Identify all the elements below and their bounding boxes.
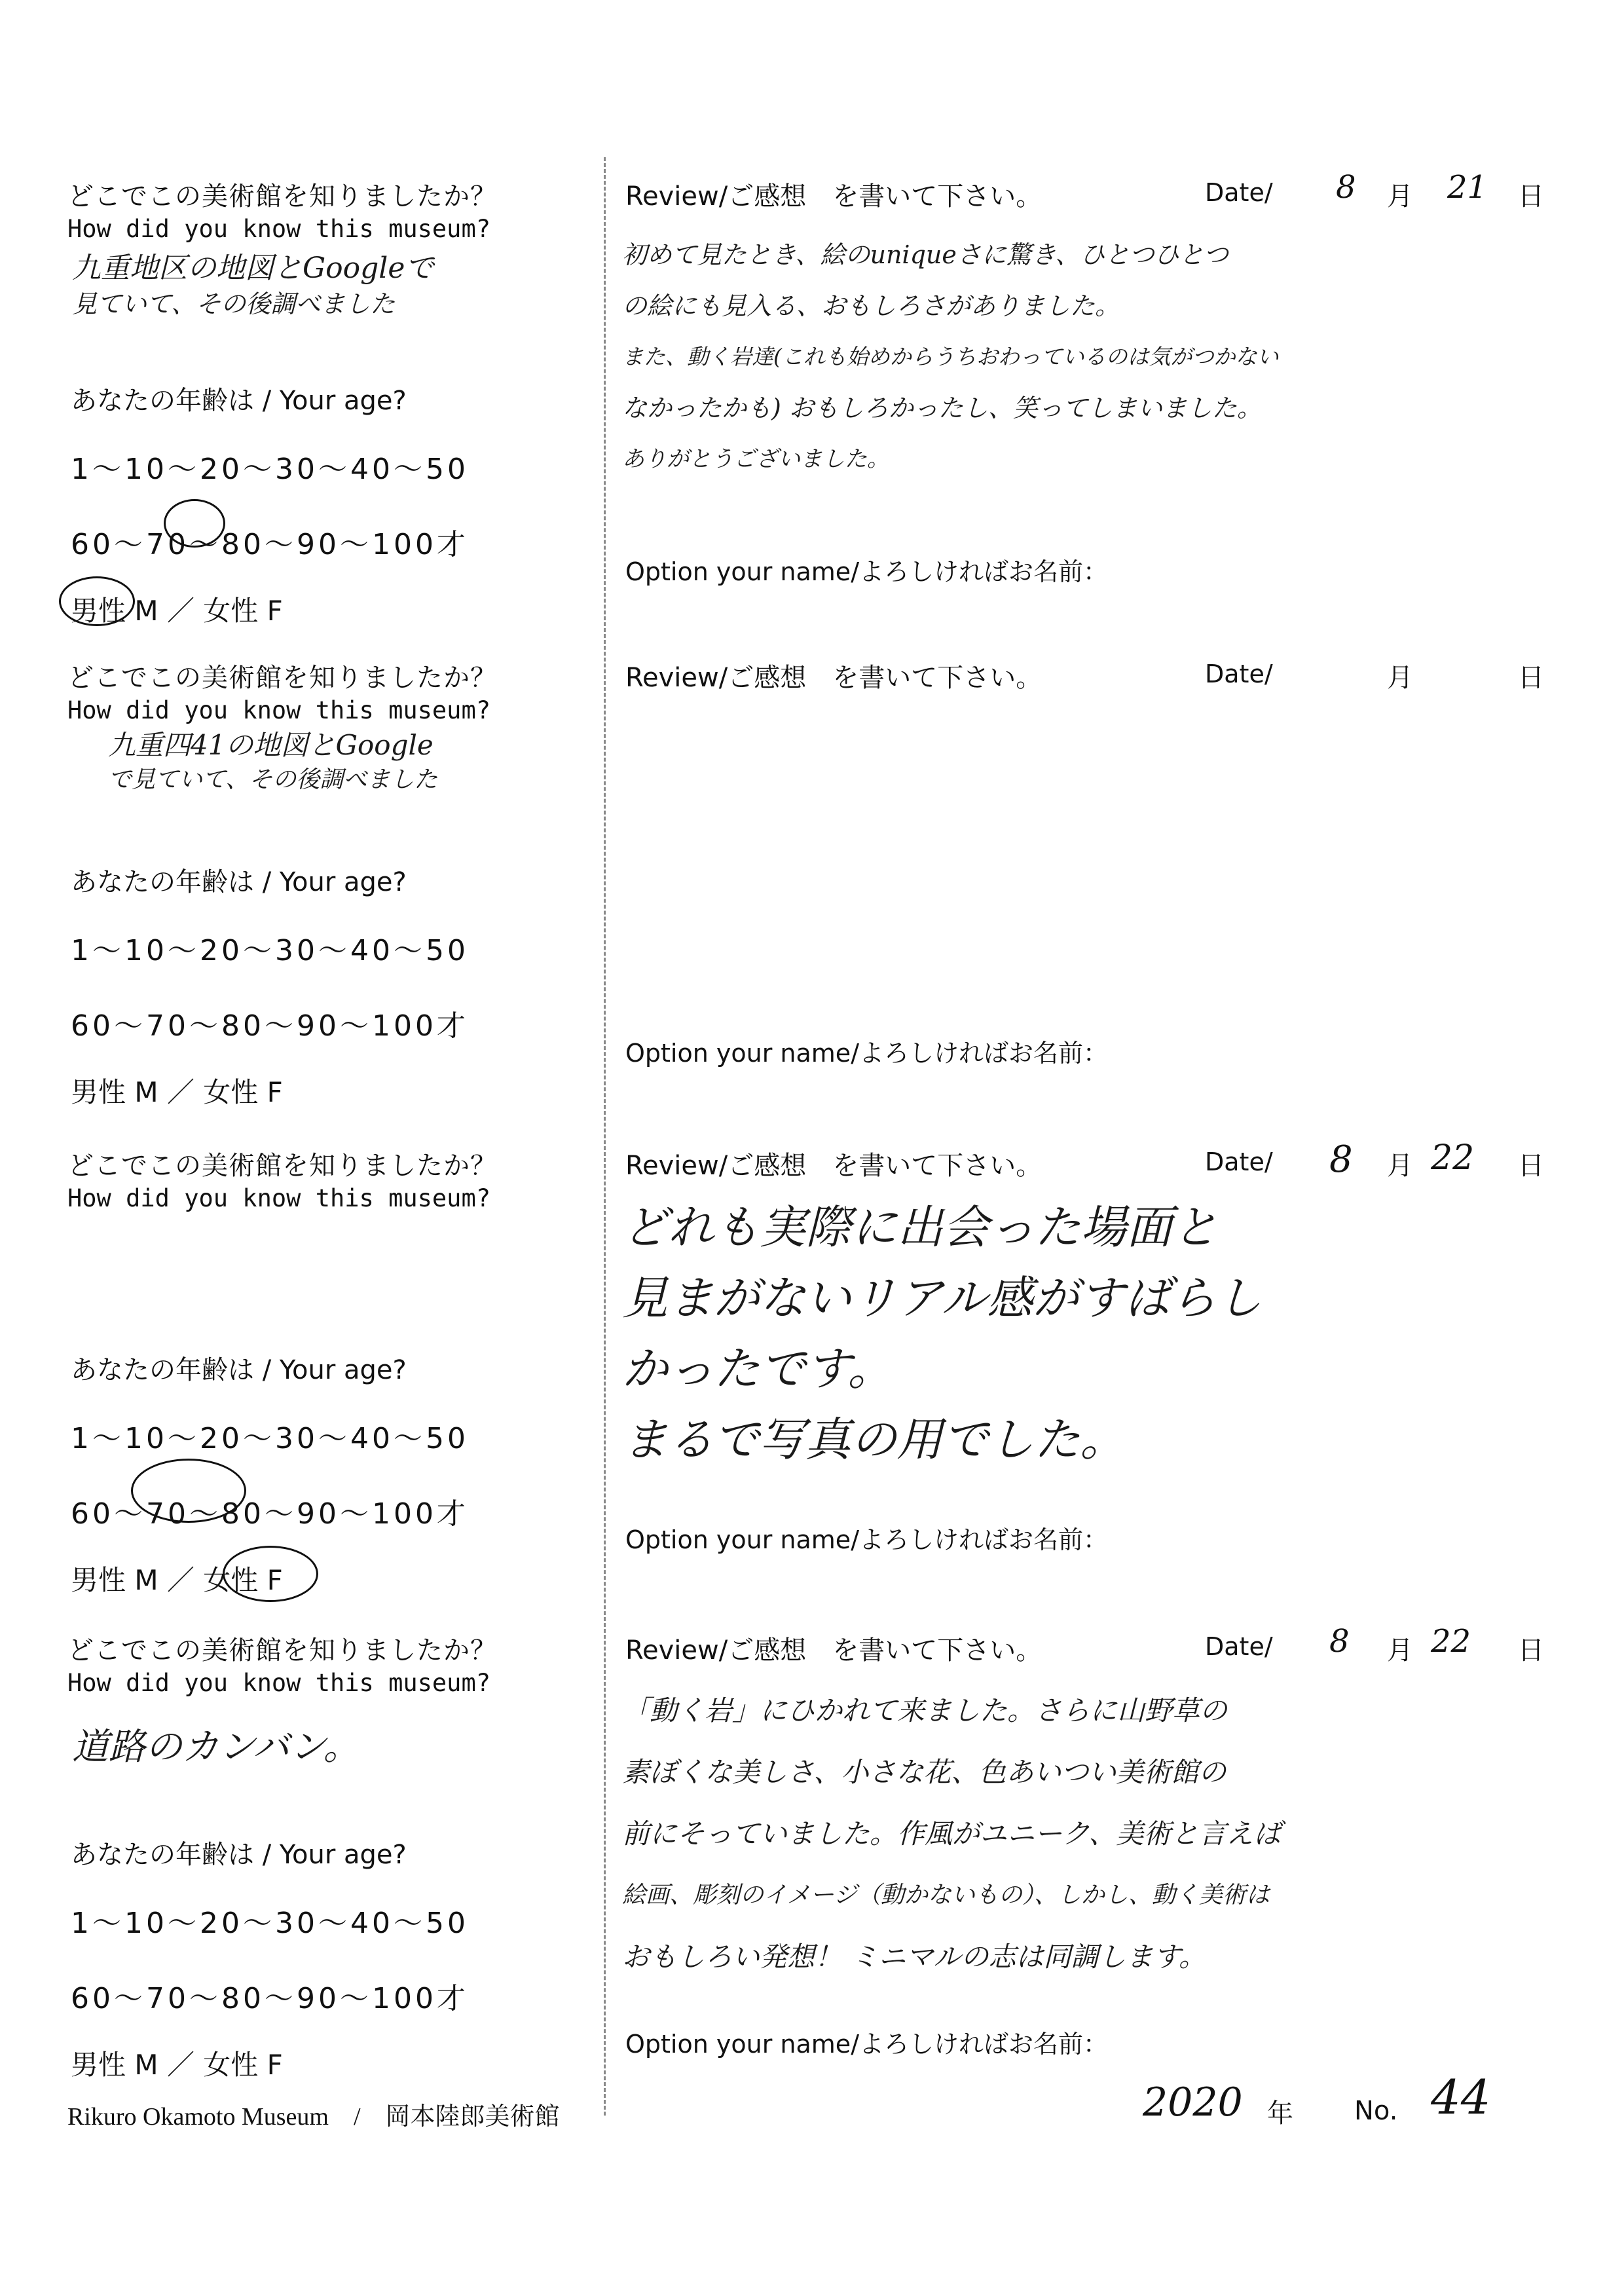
how-answer xyxy=(72,249,570,322)
survey-entry-2 xyxy=(0,645,1624,1130)
month-label: 月 xyxy=(1387,181,1413,212)
sheet-number-label: No. xyxy=(1354,2096,1398,2126)
review-line: 素ぼくな美しさ、小さな花、色あいつい美術館の xyxy=(622,1756,1227,1788)
gender-options: 男性 M ／ 女性 F xyxy=(71,2049,283,2081)
review-text xyxy=(622,229,1585,485)
date-label: Date/ xyxy=(1205,1632,1273,1661)
age-scale-row-2: 60～70～80～90～100才 xyxy=(71,1982,469,2015)
survey-entry-1 xyxy=(0,164,1624,648)
age-scale-row-2: 60～70～80～90～100才 xyxy=(71,1009,469,1043)
age-scale-row-1: 1～10～20～30～40～50 xyxy=(71,1422,469,1455)
date-day-value: 21 xyxy=(1447,169,1488,206)
option-name-label: Option your name/よろしければお名前： xyxy=(625,1039,1108,1068)
age-scale-row-1: 1～10～20～30～40～50 xyxy=(71,453,469,486)
how-question-jp: どこでこの美術館を知りましたか？ xyxy=(67,181,497,212)
gender-options: 男性 M ／ 女性 F xyxy=(71,1564,283,1596)
review-line: 「動く岩」にひかれて来ました。さらに山野草の xyxy=(622,1694,1228,1726)
review-label: Review/ご感想 を書いて下さい。 xyxy=(625,1151,1043,1181)
age-scale-row-2: 60～70～80～90～100才 xyxy=(71,1497,469,1531)
date-day-value: 22 xyxy=(1431,1623,1471,1660)
museum-name: Rikuro Okamoto Museum / 岡本陸郎美術館 xyxy=(67,2103,560,2131)
review-line: 見まがないリアル感がすばらし xyxy=(622,1271,1263,1325)
day-label: 日 xyxy=(1518,663,1544,693)
review-label: Review/ご感想 を書いて下さい。 xyxy=(625,663,1043,693)
age-scale-row-2: 60～70～80～90～100才 xyxy=(71,528,469,561)
how-question-jp: どこでこの美術館を知りましたか？ xyxy=(67,663,497,693)
review-text xyxy=(622,1680,1585,1988)
date-day-value: 22 xyxy=(1431,1138,1475,1178)
how-question-en: How did you know this museum? xyxy=(67,1184,491,1212)
gender-options: 男性 M ／ 女性 F xyxy=(71,1076,283,1108)
date-label: Date/ xyxy=(1205,1148,1273,1176)
day-label: 日 xyxy=(1518,1151,1544,1181)
review-line: まるで写真の用でした。 xyxy=(622,1413,1126,1466)
age-label: あなたの年齢は / Your age? xyxy=(71,1840,407,1870)
option-name-label: Option your name/よろしければお名前： xyxy=(625,557,1108,586)
how-answer-line: 道路のカンバン。 xyxy=(72,1726,360,1768)
review-line: 前にそっていました。作風がユニーク、美術と言えば xyxy=(622,1818,1282,1850)
date-label: Date/ xyxy=(1205,660,1273,688)
date-month-value: 8 xyxy=(1329,1138,1353,1181)
how-question-en: How did you know this museum? xyxy=(67,215,491,243)
how-answer xyxy=(72,1723,570,1772)
how-answer-line: 九重四41の地図とGoogle xyxy=(108,729,434,761)
review-label: Review/ご感想 を書いて下さい。 xyxy=(625,181,1043,212)
option-name-label: Option your name/よろしければお名前： xyxy=(625,2030,1108,2059)
gender-selection-circle xyxy=(223,1546,318,1602)
how-question-en: How did you know this museum? xyxy=(67,1669,491,1697)
age-label: あなたの年齢は / Your age? xyxy=(71,867,407,897)
review-line: の絵にも見入る、おもしろさがありました。 xyxy=(622,291,1120,320)
age-label: あなたの年齢は / Your age? xyxy=(71,1355,407,1385)
age-selection-circle xyxy=(131,1459,246,1523)
month-label: 月 xyxy=(1387,1635,1413,1666)
day-label: 日 xyxy=(1518,181,1544,212)
review-line: また、動く岩達(これも始めからうちおわっているのは気がつかない xyxy=(622,344,1279,369)
review-text xyxy=(622,1192,1585,1475)
age-label: あなたの年齢は / Your age? xyxy=(71,386,407,416)
age-scale-row-1: 1～10～20～30～40～50 xyxy=(71,1907,469,1940)
review-line: 絵画、彫刻のイメージ（動かないもの）、しかし、動く美術は xyxy=(622,1882,1270,1909)
review-line: かったです。 xyxy=(622,1342,894,1396)
survey-entry-3 xyxy=(0,1133,1624,1618)
date-label: Date/ xyxy=(1205,178,1273,207)
year-label: 年 xyxy=(1267,2099,1293,2129)
how-question-jp: どこでこの美術館を知りましたか？ xyxy=(67,1635,497,1666)
survey-entry-4 xyxy=(0,1618,1624,2102)
review-line: なかったかも) おもしろかったし、笑ってしまいました。 xyxy=(622,394,1262,422)
age-scale-row-1: 1～10～20～30～40～50 xyxy=(71,934,469,967)
year-value: 2020 xyxy=(1143,2080,1243,2125)
review-label: Review/ご感想 を書いて下さい。 xyxy=(625,1635,1043,1666)
review-line: どれも実際に出会った場面と xyxy=(622,1201,1218,1254)
month-label: 月 xyxy=(1387,1151,1413,1181)
how-answer-line: 見ていて、その後調べました xyxy=(72,289,396,319)
gender-selection-circle xyxy=(59,576,135,626)
review-line: おもしろい発想！ ミニマルの志は同調します。 xyxy=(622,1941,1206,1973)
review-line: ありがとうございました。 xyxy=(622,446,889,472)
gender-options: 男性 M ／ 女性 F xyxy=(71,595,283,627)
age-selection-circle xyxy=(164,499,225,548)
day-label: 日 xyxy=(1518,1635,1544,1666)
option-name-label: Option your name/よろしければお名前： xyxy=(625,1525,1108,1554)
date-month-value: 8 xyxy=(1329,1623,1350,1660)
review-line: 初めて見たとき、絵のuniqueさに驚き、ひとつひとつ xyxy=(622,240,1228,269)
how-answer xyxy=(108,727,606,796)
how-answer-line: で見ていて、その後調べました xyxy=(108,766,438,793)
how-question-jp: どこでこの美術館を知りましたか？ xyxy=(67,1151,497,1181)
sheet-number-value: 44 xyxy=(1431,2070,1491,2125)
how-question-en: How did you know this museum? xyxy=(67,696,491,724)
date-month-value: 8 xyxy=(1336,169,1356,206)
how-answer-line: 九重地区の地図とGoogleで xyxy=(72,252,434,285)
month-label: 月 xyxy=(1387,663,1413,693)
